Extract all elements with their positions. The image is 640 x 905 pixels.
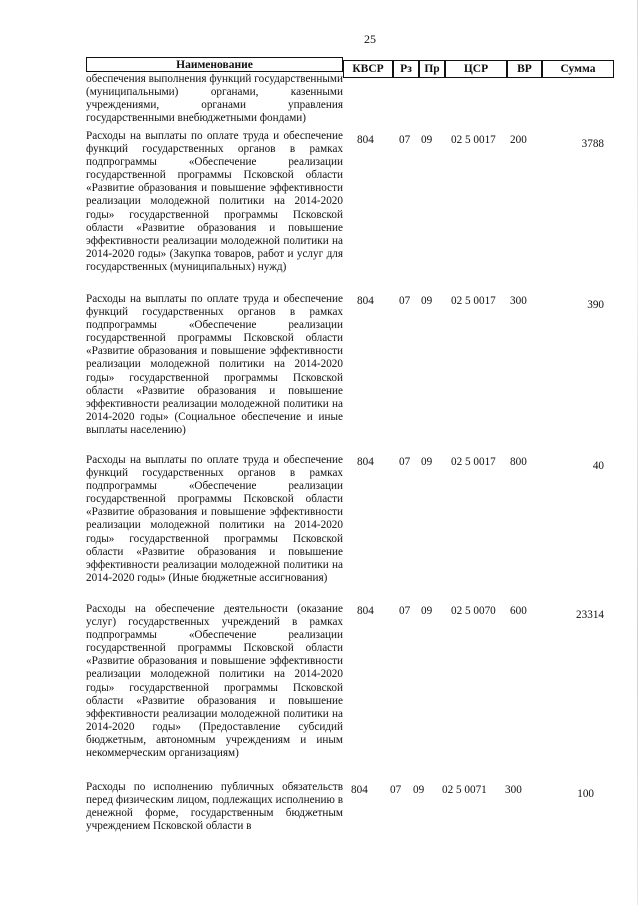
row-pr: 09 <box>413 784 425 796</box>
row-vr: 800 <box>510 456 527 468</box>
row-csr: 02 5 0017 <box>451 456 496 468</box>
row-sum: 390 <box>587 299 604 311</box>
row-csr: 02 5 0071 <box>442 784 487 796</box>
row-sum: 100 <box>577 788 594 800</box>
header-vr: ВР <box>507 60 542 78</box>
row-rz: 07 <box>399 295 411 307</box>
row-pr: 09 <box>421 456 433 468</box>
page-number: 25 <box>364 32 376 46</box>
row-vr: 300 <box>505 784 522 796</box>
row-csr: 02 5 0017 <box>451 295 496 307</box>
header-sum: Сумма <box>542 60 614 78</box>
row-csr: 02 5 0070 <box>451 605 496 617</box>
row-name: Расходы на обеспечение деятельности (оказание услуг) государственных учреждений в рамках подпрограммы «Обеспечение реализации государственной программы Псковской области «Развитие образования и повышение эффективности реализации молодежной политики на 2014-2020 годы» государственной программы Псковской области «Развитие образования и повышение эффективности реализации молодежной политики на 2014-2020 годы» (Предоставление субсидий бюджетным, автономным учреждениям и иным некоммерческим организациям) <box>86 603 343 760</box>
row-csr: 02 5 0017 <box>451 134 496 146</box>
row-vr: 600 <box>510 605 527 617</box>
row-name: Расходы по исполнению публичных обязательств перед физическим лицом, подлежащих исполнению в денежной форме, государственным бюджетным учреждением Псковской области в <box>86 781 343 833</box>
row-vr: 300 <box>510 295 527 307</box>
header-divider <box>86 71 343 72</box>
header-pr: Пр <box>419 60 445 78</box>
row-rz: 07 <box>399 456 411 468</box>
row-sum: 3788 <box>581 138 604 150</box>
row-vr: 200 <box>510 134 527 146</box>
row-rz: 07 <box>399 605 411 617</box>
row-rz: 07 <box>399 134 411 146</box>
row-rz: 07 <box>390 784 402 796</box>
header-csr: ЦСР <box>445 60 507 78</box>
row-pr: 09 <box>421 605 433 617</box>
row-sum: 23314 <box>576 609 604 621</box>
row-kvsr: 804 <box>357 456 374 468</box>
row-kvsr: 804 <box>351 784 368 796</box>
row-kvsr: 804 <box>357 134 374 146</box>
row-kvsr: 804 <box>357 295 374 307</box>
header-name: Наименование <box>86 57 343 71</box>
scan-edge-shadow <box>637 0 638 905</box>
row-pr: 09 <box>421 295 433 307</box>
row-pr: 09 <box>421 134 433 146</box>
row-name: Расходы на выплаты по оплате труда и обеспечение функций государственных органов в рамках подпрограммы «Обеспечение реализации государственной программы Псковской области «Развитие образования и повышение эффективности реализации молодежной политики на 2014-2020 годы» государственной программы Псковской области «Развитие образования и повышение эффективности реализации молодежной политики на 2014-2020 годы» (Иные бюджетные ассигнования) <box>86 454 343 584</box>
header-rz: Рз <box>393 60 419 78</box>
row-sum: 40 <box>592 460 604 472</box>
row-name: обеспечения выполнения функций государственными (муниципальными) органами, казенными учреждениями, органами управления государственными внебюджетными фондами) <box>86 73 343 125</box>
header-kvsr: КВСР <box>343 60 393 78</box>
row-name: Расходы на выплаты по оплате труда и обеспечение функций государственных органов в рамках подпрограммы «Обеспечение реализации государственной программы Псковской области «Развитие образования и повышение эффективности реализации молодежной политики на 2014-2020 годы» государственной программы Псковской области «Развитие образования и повышение эффективности реализации молодежной политики на 2014-2020 годы» (Закупка товаров, работ и услуг для государственных (муниципальных) нужд) <box>86 130 343 273</box>
row-kvsr: 804 <box>357 605 374 617</box>
row-name: Расходы на выплаты по оплате труда и обеспечение функций государственных органов в рамках подпрограммы «Обеспечение реализации государственной программы Псковской области «Развитие образования и повышение эффективности реализации молодежной политики на 2014-2020 годы» государственной программы Псковской области «Развитие образования и повышение эффективности реализации молодежной политики на 2014-2020 годы» (Социальное обеспечение и иные выплаты населению) <box>86 293 343 436</box>
